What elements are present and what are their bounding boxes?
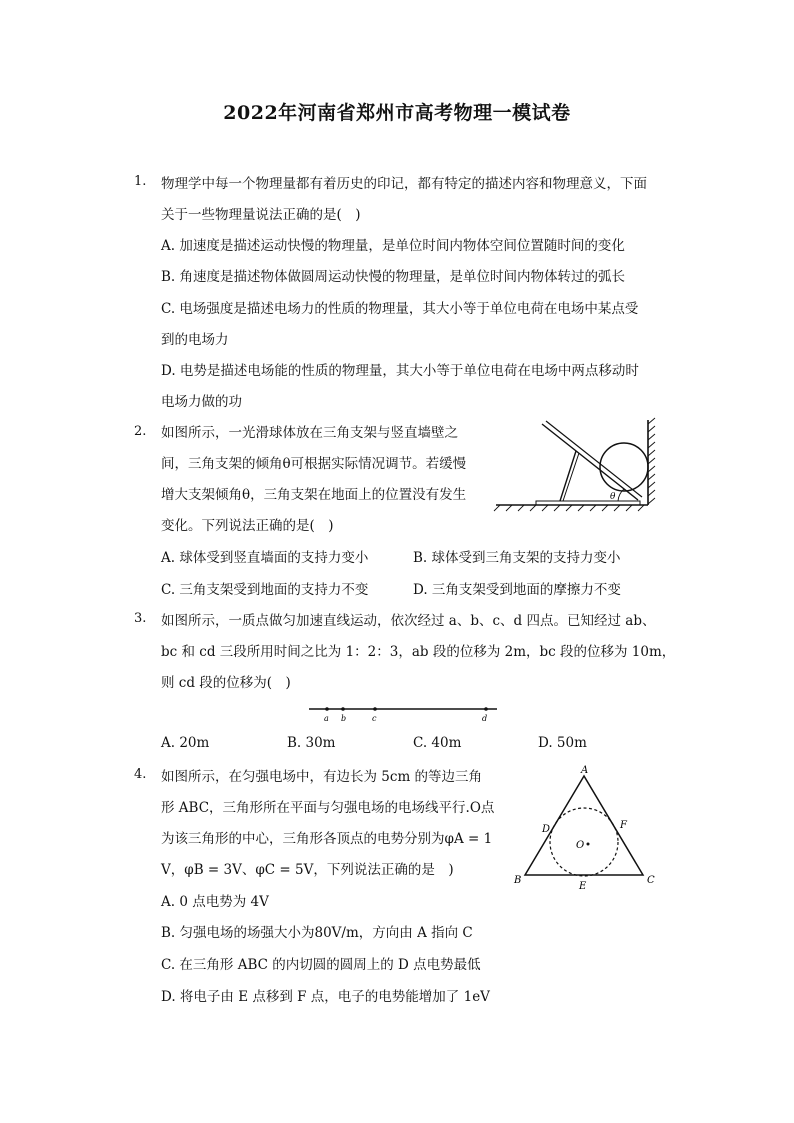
point-a: [325, 707, 329, 711]
option-d: D. 电势是描述电场能的性质的物理量，其大小等于单位电荷在电场中两点移动时: [161, 363, 639, 379]
option-b: B. 匀强电场的场强大小为80V/m，方向由 A 指向 C: [161, 925, 473, 941]
question-number: 2.: [134, 424, 147, 439]
question-stem-line: bc 和 cd 三段所用时间之比为 1：2：3，ab 段的位移为 2m，bc 段的位移为 10m，: [161, 644, 676, 660]
point-label-o: O: [576, 840, 585, 851]
point-label-e: E: [579, 881, 587, 890]
triangle-incircle-figure: [508, 762, 666, 890]
option-a: A. 0 点电势为 4V: [161, 894, 269, 910]
point-c: [373, 707, 377, 711]
motion-line-figure: [305, 700, 501, 726]
point-label-d: D: [542, 824, 551, 835]
option-a: A. 20m: [161, 735, 210, 751]
question-stem-line: 关于一些物理量说法正确的是( ): [161, 207, 361, 223]
question-stem-line: 形 ABC，三角形所在平面与匀强电场的电场线平行.O点: [161, 800, 495, 816]
center-point-o: [587, 843, 590, 846]
point-label: c: [372, 714, 377, 723]
point-label-f: F: [620, 820, 627, 831]
question-stem-line: 增大支架倾角θ，三角支架在地面上的位置没有发生: [161, 487, 467, 503]
option-d-cont: 电场力做的功: [161, 394, 242, 410]
option-a: A. 加速度是描述运动快慢的物理量，是单位时间内物体空间位置随时间的变化: [161, 238, 625, 254]
question-stem-line: 如图所示，一光滑球体放在三角支架与竖直墙壁之: [161, 425, 458, 441]
vertex-label-b: B: [514, 875, 522, 886]
vertex-label-a: A: [581, 765, 589, 776]
point-label: a: [324, 714, 329, 723]
option-a: A. 球体受到竖直墙面的支持力变小: [161, 550, 369, 566]
point-b: [341, 707, 345, 711]
option-d: D. 50m: [538, 735, 587, 751]
question-stem-line: V，φB = 3V、φC = 5V，下列说法正确的是 ): [161, 862, 454, 878]
option-b: B. 30m: [287, 735, 336, 751]
question-stem-line: 如图所示，一质点做匀加速直线运动，依次经过 a、b、c、d 四点。已知经过 ab、: [161, 613, 656, 629]
point-label: b: [341, 714, 347, 723]
option-d: D. 将电子由 E 点移到 F 点，电子的电势能增加了 1eV: [161, 989, 490, 1005]
option-c: C. 40m: [413, 735, 462, 751]
page-title: 2022年河南省郑州市高考物理一模试卷: [223, 102, 571, 124]
question-stem-line: 变化。下列说法正确的是( ): [161, 518, 334, 534]
option-d: D. 三角支架受到地面的摩擦力不变: [413, 582, 621, 598]
question-stem-line: 为该三角形的中心，三角形各顶点的电势分别为φA = 1: [161, 831, 493, 847]
option-c-cont: 到的电场力: [161, 332, 229, 348]
question-number: 3.: [134, 611, 147, 626]
vertex-label-c: C: [647, 875, 655, 886]
option-b: B. 角速度是描述物体做圆周运动快慢的物理量，是单位时间内物体转过的弧长: [161, 269, 626, 285]
question-stem-line: 如图所示，在匀强电场中，有边长为 5cm 的等边三角: [161, 769, 483, 785]
theta-label: θ: [610, 492, 616, 502]
question-number: 4.: [134, 767, 147, 782]
point-label: d: [482, 714, 488, 723]
question-stem-line: 物理学中每一个物理量都有着历史的印记，都有特定的描述内容和物理意义，下面: [161, 176, 647, 192]
option-c: C. 电场强度是描述电场力的性质的物理量，其大小等于单位电荷在电场中某点受: [161, 301, 639, 317]
question-stem-line: 则 cd 段的位移为( ): [161, 675, 291, 691]
option-c: C. 三角支架受到地面的支持力不变: [161, 582, 369, 598]
question-stem-line: 间，三角支架的倾角θ可根据实际情况调节。若缓慢: [161, 456, 467, 472]
question-number: 1.: [134, 174, 147, 189]
option-c: C. 在三角形 ABC 的内切圆的圆周上的 D 点电势最低: [161, 957, 481, 973]
sphere-bracket-figure: [490, 412, 662, 516]
option-b: B. 球体受到三角支架的支持力变小: [413, 550, 621, 566]
point-d: [484, 707, 488, 711]
